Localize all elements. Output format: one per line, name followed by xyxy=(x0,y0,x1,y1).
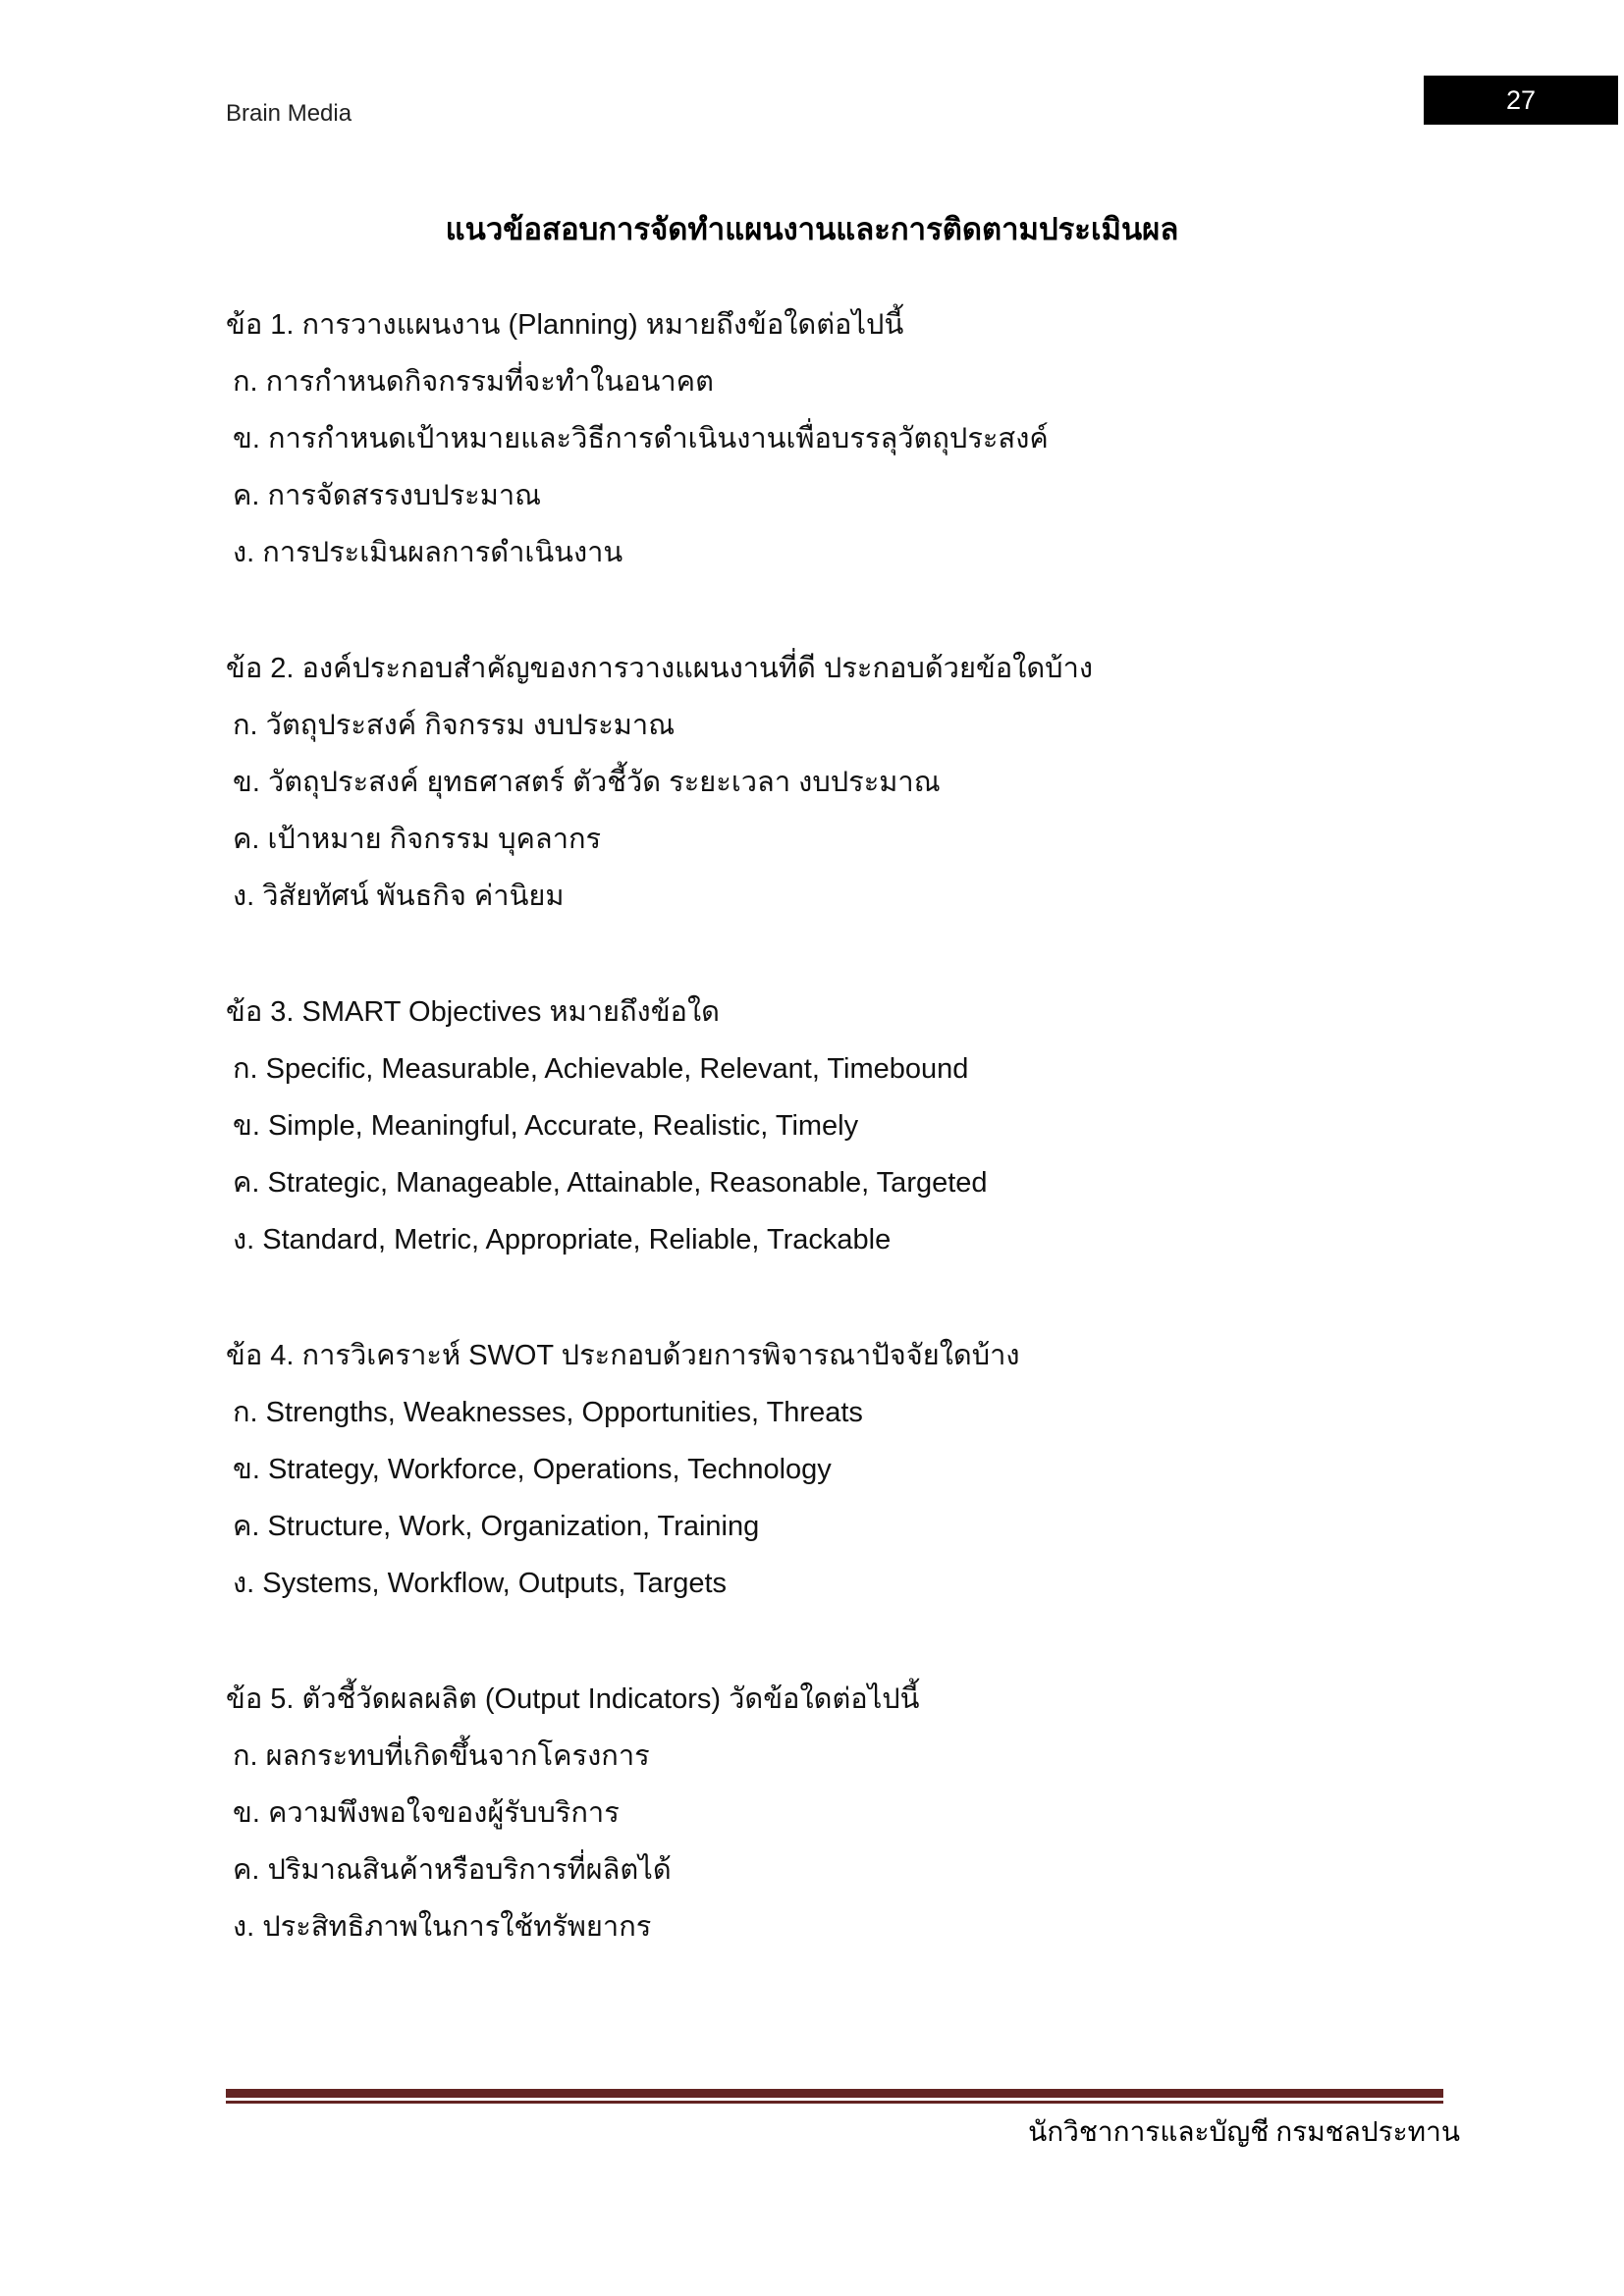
question-1-option-c: ค. การจัดสรรงบประมาณ xyxy=(233,480,542,511)
question-4 xyxy=(226,1327,1447,1612)
question-1-text: ข้อ 1. การวางแผนงาน (Planning) หมายถึงข้อใดต่อไปนี้ xyxy=(226,309,904,341)
page-number-badge xyxy=(1424,76,1618,125)
questions-section xyxy=(226,296,1447,2014)
question-4-option-c: ค. Structure, Work, Organization, Training xyxy=(233,1511,760,1542)
question-1-option-a: ก. การกำหนดกิจกรรมที่จะทำในอนาคต xyxy=(233,366,714,398)
question-4-text: ข้อ 4. การวิเคราะห์ SWOT ประกอบด้วยการพิจารณาปัจจัยใดบ้าง xyxy=(226,1340,1020,1371)
question-3-option-d: ง. Standard, Metric, Appropriate, Reliable, Trackable xyxy=(233,1224,892,1255)
question-4-option-a: ก. Strengths, Weaknesses, Opportunities, Threats xyxy=(233,1397,863,1428)
question-3-option-a: ก. Specific, Measurable, Achievable, Relevant, Timebound xyxy=(233,1053,969,1085)
page-number: 27 xyxy=(1505,84,1537,115)
question-2-option-b: ข. วัตถุประสงค์ ยุทธศาสตร์ ตัวชี้วัด ระยะเวลา งบประมาณ xyxy=(233,767,941,798)
question-4-option-b: ข. Strategy, Workforce, Operations, Technology xyxy=(233,1454,832,1485)
question-1 xyxy=(226,296,1447,581)
brand-header: Brain Media xyxy=(226,100,352,127)
question-2-text: ข้อ 2. องค์ประกอบสำคัญของการวางแผนงานที่ดี ประกอบด้วยข้อใดบ้าง xyxy=(226,653,1094,684)
question-1-option-d: ง. การประเมินผลการดำเนินงาน xyxy=(233,537,623,568)
question-5 xyxy=(226,1671,1447,1955)
question-2 xyxy=(226,640,1447,925)
question-2-option-a: ก. วัตถุประสงค์ กิจกรรม งบประมาณ xyxy=(233,710,676,741)
question-2-option-d: ง. วิสัยทัศน์ พันธกิจ ค่านิยม xyxy=(233,881,565,912)
footer-divider xyxy=(226,2089,1443,2104)
question-5-option-b: ข. ความพึงพอใจของผู้รับบริการ xyxy=(233,1797,620,1829)
question-1-option-b: ข. การกำหนดเป้าหมายและวิธีการดำเนินงานเพื่อบรรลุวัตถุประสงค์ xyxy=(233,423,1049,454)
question-3-option-c: ค. Strategic, Manageable, Attainable, Reasonable, Targeted xyxy=(233,1167,988,1199)
question-5-text: ข้อ 5. ตัวชี้วัดผลผลิต (Output Indicators) วัดข้อใดต่อไปนี้ xyxy=(226,1683,920,1715)
question-4-option-d: ง. Systems, Workflow, Outputs, Targets xyxy=(233,1568,728,1599)
footer-credit: นักวิชาการและบัญชี กรมชลประทาน xyxy=(1028,2117,1460,2148)
question-2-option-c: ค. เป้าหมาย กิจกรรม บุคลากร xyxy=(233,824,602,855)
footer-divider-thick-bar xyxy=(226,2089,1443,2098)
question-3-text: ข้อ 3. SMART Objectives หมายถึงข้อใด xyxy=(226,996,720,1028)
question-5-option-c: ค. ปริมาณสินค้าหรือบริการที่ผลิตได้ xyxy=(233,1854,672,1886)
question-5-option-a: ก. ผลกระทบที่เกิดขึ้นจากโครงการ xyxy=(233,1740,650,1772)
footer-divider-thin-bar xyxy=(226,2101,1443,2104)
document-title: แนวข้อสอบการจัดทำแผนงานและการติดตามประเมินผล xyxy=(445,212,1179,246)
question-5-option-d: ง. ประสิทธิภาพในการใช้ทรัพยากร xyxy=(233,1911,652,1943)
question-3-option-b: ข. Simple, Meaningful, Accurate, Realistic, Timely xyxy=(233,1110,859,1142)
question-3 xyxy=(226,984,1447,1268)
